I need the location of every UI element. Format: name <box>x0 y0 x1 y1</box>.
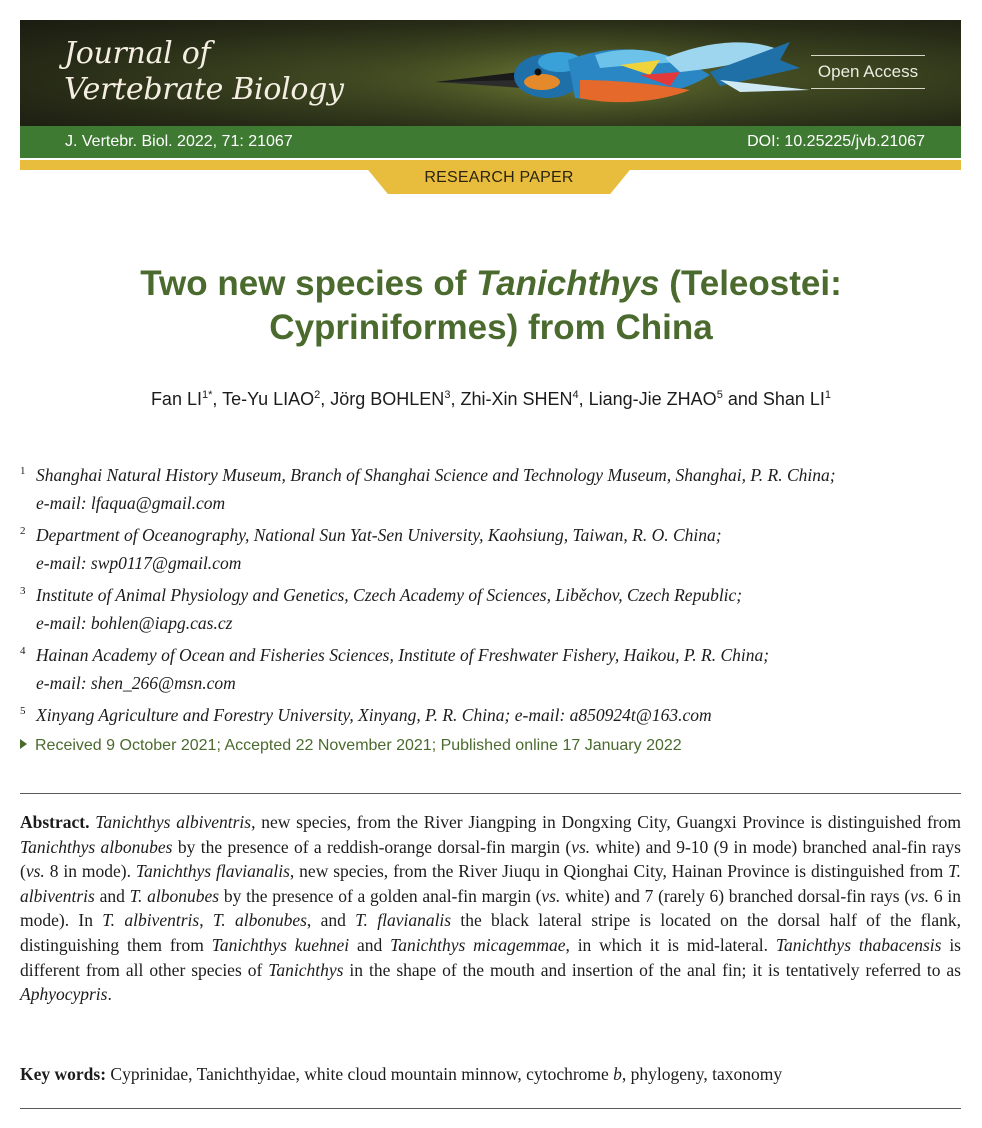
italic-term: vs. <box>910 885 930 906</box>
italic-term: vs. <box>25 861 45 882</box>
affiliation-number: 1 <box>20 465 26 477</box>
affiliation-email: e-mail: bohlen@iapg.cas.cz <box>36 613 233 633</box>
affiliation-text: Shanghai Natural History Museum, Branch of Shanghai Science and Technology Museum, Shanghai, P. R. China; <box>36 465 836 485</box>
affiliation-email: e-mail: swp0117@gmail.com <box>36 553 242 573</box>
italic-term: Tanichthys flavianalis <box>135 861 290 882</box>
author-separator: , <box>450 389 461 409</box>
publication-dates <box>20 737 682 755</box>
author-name: Jörg BOHLEN <box>330 389 445 409</box>
text-run: by the presence of a golden anal-fin margin ( <box>219 885 542 906</box>
affiliation-text: Hainan Academy of Ocean and Fisheries Sciences, Institute of Freshwater Fishery, Haikou, P. R. China; <box>36 645 770 665</box>
affiliation-list <box>20 461 950 733</box>
affiliation-item <box>20 701 950 729</box>
author-name: Te-Yu LIAO <box>222 389 315 409</box>
keywords <box>20 1064 961 1085</box>
text-run: white) and 7 (rarely 6) branched dorsal-fin rays ( <box>560 885 911 906</box>
divider-top <box>20 793 961 794</box>
keywords-label: Key words: <box>20 1064 107 1084</box>
text-run: . <box>107 984 112 1005</box>
text-run: Cyprinidae, Tanichthyidae, white cloud mountain minnow, cytochrome <box>106 1064 614 1084</box>
abstract-label: Abstract. <box>20 812 90 832</box>
text-run: 6 in mode). In <box>20 885 961 931</box>
affiliation-number: 5 <box>20 705 26 717</box>
text-run: 8 in mode). <box>44 861 136 882</box>
open-access-badge[interactable]: Open Access <box>811 55 925 89</box>
title-line2: Cypriniformes) from China <box>269 308 713 347</box>
author-affiliation-mark: 2 <box>314 389 321 401</box>
author-affiliation-mark: 5 <box>716 389 723 401</box>
italic-term: T. flavianalis <box>355 910 452 931</box>
author-separator: , <box>212 389 223 409</box>
affiliation-email: e-mail: lfaqua@gmail.com <box>36 493 226 513</box>
triangle-right-icon <box>20 739 27 749</box>
text-run: by the presence of a reddish-orange dorsal-fin margin ( <box>172 836 572 857</box>
affiliation-text: Xinyang Agriculture and Forestry University, Xinyang, P. R. China; e-mail: a850924t@163.com <box>36 705 712 725</box>
italic-term: vs. <box>541 885 561 906</box>
italic-term: Tanichthys micagemmae <box>390 934 566 955</box>
text-run: and <box>94 885 130 906</box>
affiliation-number: 2 <box>20 525 26 537</box>
journal-title <box>64 36 344 108</box>
affiliation-item <box>20 521 950 577</box>
author-affiliation-mark: 4 <box>572 389 579 401</box>
citation-text: J. Vertebr. Biol. 2022, 71: 21067 <box>65 133 293 150</box>
author-affiliation-mark: 1* <box>201 389 213 401</box>
author-name: Liang-Jie ZHAO <box>588 389 717 409</box>
author-separator: and <box>722 389 763 409</box>
text-run: , new species, from the River Jiangping in Dongxing City, Guangxi Province is distinguished from <box>251 812 961 832</box>
text-run: , <box>199 910 213 931</box>
author-separator: , <box>320 389 331 409</box>
text-run: and <box>349 934 391 955</box>
dates-text: Received 9 October 2021; Accepted 22 November 2021; Published online 17 January 2022 <box>35 737 682 754</box>
italic-term: T. albonubes <box>212 910 307 931</box>
text-run: in the shape of the mouth and insertion of the anal fin; it is tentatively referred to as <box>343 959 961 980</box>
journal-title-line1: Journal of <box>64 36 211 71</box>
italic-term: b <box>613 1064 622 1084</box>
article-type-label: RESEARCH PAPER <box>424 169 574 186</box>
text-run: white) and 9-10 (9 in mode) branched anal-fin rays ( <box>20 836 961 882</box>
text-run: , new species, from the River Jiuqu in Qionghai City, Hainan Province is distinguished from <box>289 861 949 882</box>
article-title <box>40 262 942 350</box>
affiliation-item <box>20 581 950 637</box>
text-run: is different from all other species of <box>20 934 961 980</box>
affiliation-text: Department of Oceanography, National Sun Yat-Sen University, Kaohsiung, Taiwan, R. O. China; <box>36 525 722 545</box>
italic-term: Tanichthys albiventris <box>95 812 252 832</box>
author-separator: , <box>578 389 589 409</box>
journal-banner <box>20 20 961 126</box>
italic-term: T. albiventris <box>102 910 200 931</box>
journal-title-line2: Vertebrate Biology <box>64 72 344 107</box>
italic-term: T. albiventris <box>20 861 961 906</box>
divider-bottom <box>20 1108 961 1109</box>
affiliation-text: Institute of Animal Physiology and Genetics, Czech Academy of Sciences, Liběchov, Czech Republic; <box>36 585 743 605</box>
text-run: , phylogeny, taxonomy <box>621 1064 783 1084</box>
affiliation-number: 3 <box>20 585 26 597</box>
affiliation-email: e-mail: shen_266@msn.com <box>36 673 236 693</box>
italic-term: Aphyocypris <box>20 984 108 1005</box>
author-affiliation-mark: 3 <box>444 389 451 401</box>
author-affiliation-mark: 1 <box>824 389 832 401</box>
author-name: Zhi-Xin SHEN <box>460 389 573 409</box>
author-name: Shan LI <box>762 389 825 409</box>
text-run: the black lateral stripe is located on the dorsal half of the flank, distinguishing them from <box>20 910 962 955</box>
affiliation-item <box>20 641 950 697</box>
abstract <box>20 810 961 1007</box>
title-part: (Teleostei: <box>659 264 842 303</box>
italic-term: T. albonubes <box>129 885 220 906</box>
doi-link[interactable]: DOI: 10.25225/jvb.21067 <box>747 133 925 150</box>
title-part: Two new species of <box>140 264 477 303</box>
italic-term: Tanichthys kuehnei <box>211 934 350 955</box>
author-list <box>40 389 942 410</box>
italic-term: Tanichthys <box>268 959 344 980</box>
italic-term: vs. <box>571 836 591 857</box>
text-run: , and <box>306 910 356 931</box>
citation-bar <box>20 126 961 158</box>
title-genus: Tanichthys <box>476 264 660 303</box>
affiliation-number: 4 <box>20 645 26 657</box>
author-name: Fan LI <box>150 389 202 409</box>
affiliation-item <box>20 461 950 517</box>
text-run: , in which it is mid-lateral. <box>565 934 776 955</box>
italic-term: Tanichthys thabacensis <box>775 934 942 955</box>
italic-term: Tanichthys albonubes <box>20 836 173 857</box>
